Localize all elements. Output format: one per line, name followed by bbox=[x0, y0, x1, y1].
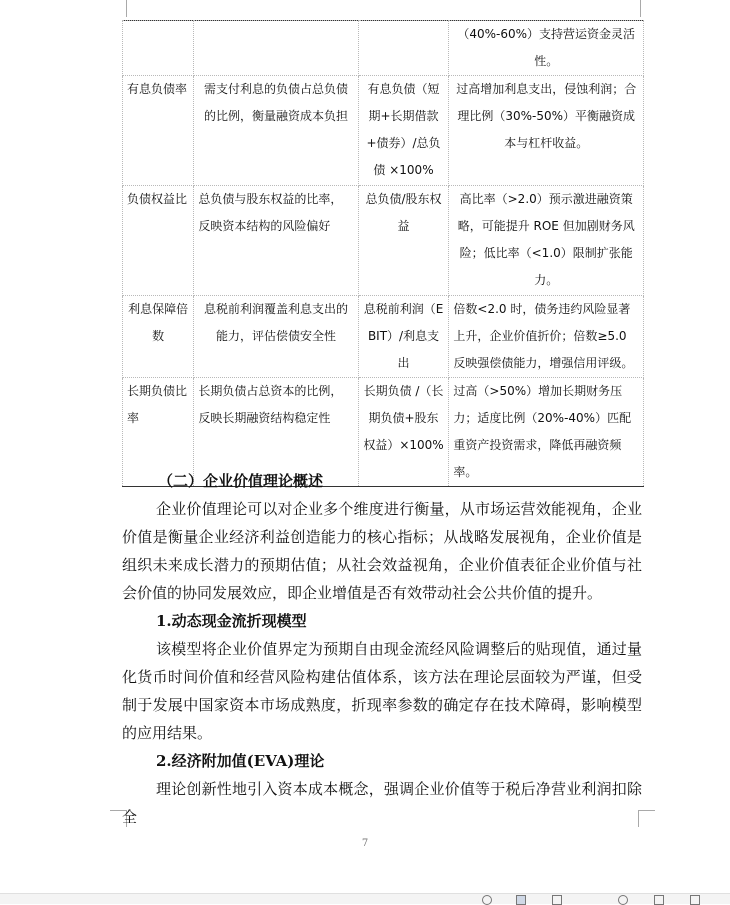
indicator-formula: 长期负债 /（长期负债+股东权益）×100% bbox=[358, 378, 449, 487]
indicator-formula: 总负债/股东权益 bbox=[358, 186, 449, 296]
subsection-heading: 2.经济附加值(EVA)理论 bbox=[156, 752, 325, 770]
paragraph: 理论创新性地引入资本成本概念，强调企业价值等于税后净营业利润扣除全 bbox=[122, 780, 642, 826]
indicator-formula bbox=[358, 21, 449, 76]
crop-mark-top-right bbox=[640, 0, 657, 17]
indicator-name: 利息保障倍数 bbox=[123, 296, 194, 378]
table-row bbox=[123, 76, 644, 186]
indicator-interpretation: 高比率（>2.0）预示激进融资策略，可能提升 ROE 但加剧财务风险；低比率（<1.0）限制扩张能力。 bbox=[449, 186, 644, 296]
table-row bbox=[123, 21, 644, 76]
crop-mark-top-left bbox=[110, 0, 127, 17]
status-bar bbox=[0, 893, 730, 904]
document-body bbox=[122, 467, 642, 831]
paragraph: 企业价值理论可以对企业多个维度进行衡量，从市场运营效能视角，企业价值是衡量企业经济利益创造能力的核心指标；从战略发展视角，企业价值是组织未来成长潜力的预期估值；从社会效益视角，企业价值表征企业价值与社会价值的协同发展效应，即企业增值是否有效带动社会公共价值的提升。 bbox=[122, 500, 642, 602]
page-number: 7 bbox=[361, 838, 369, 849]
indicator-name: 长期负债比率 bbox=[123, 378, 194, 487]
section-heading: （二）企业价值理论概述 bbox=[158, 472, 324, 490]
table-row bbox=[123, 186, 644, 296]
table-row bbox=[123, 296, 644, 378]
proofing-icon[interactable] bbox=[482, 895, 492, 905]
indicator-interpretation: 过高增加利息支出，侵蚀利润；合理比例（30%-50%）平衡融资成本与杠杆收益。 bbox=[449, 76, 644, 186]
fullscreen-icon[interactable] bbox=[690, 895, 700, 905]
indicator-definition: 息税前利润覆盖利息支出的能力，评估偿债安全性 bbox=[194, 296, 358, 378]
indicator-name: 有息负债率 bbox=[123, 76, 194, 186]
indicator-definition bbox=[194, 21, 358, 76]
zoom-slider-icon[interactable] bbox=[654, 895, 664, 905]
indicator-table bbox=[122, 20, 644, 487]
zoom-out-icon[interactable] bbox=[618, 895, 628, 905]
indicator-name bbox=[123, 21, 194, 76]
paragraph: 该模型将企业价值界定为预期自由现金流经风险调整后的贴现值，通过量化货币时间价值和经营风险构建估值体系，该方法在理论层面较为严谨，但受制于发展中国家资本市场成熟度，折现率参数的确定存在技术障碍，影响模型的应用结果。 bbox=[122, 640, 642, 742]
print-layout-icon[interactable] bbox=[516, 895, 526, 905]
indicator-formula: 有息负债（短期+长期借款+债券）/总负债 ×100% bbox=[358, 76, 449, 186]
indicator-formula: 息税前利润（EBIT）/利息支出 bbox=[358, 296, 449, 378]
indicator-definition: 总负债与股东权益的比率，反映资本结构的风险偏好 bbox=[194, 186, 358, 296]
indicator-definition: 长期负债占总资本的比例，反映长期融资结构稳定性 bbox=[194, 378, 358, 487]
indicator-interpretation: 过高（>50%）增加长期财务压力；适度比例（20%-40%）匹配重资产投资需求，降低再融资频率。 bbox=[449, 378, 644, 487]
indicator-interpretation: （40%-60%）支持营运资金灵活性。 bbox=[449, 21, 644, 76]
indicator-name: 负债权益比 bbox=[123, 186, 194, 296]
indicator-definition: 需支付利息的负债占总负债的比例，衡量融资成本负担 bbox=[194, 76, 358, 186]
web-layout-icon[interactable] bbox=[552, 895, 562, 905]
subsection-heading: 1.动态现金流折现模型 bbox=[156, 612, 307, 630]
indicator-interpretation: 倍数<2.0 时，债务违约风险显著上升，企业价值折价；倍数≥5.0 反映强偿债能力，增强信用评级。 bbox=[449, 296, 644, 378]
